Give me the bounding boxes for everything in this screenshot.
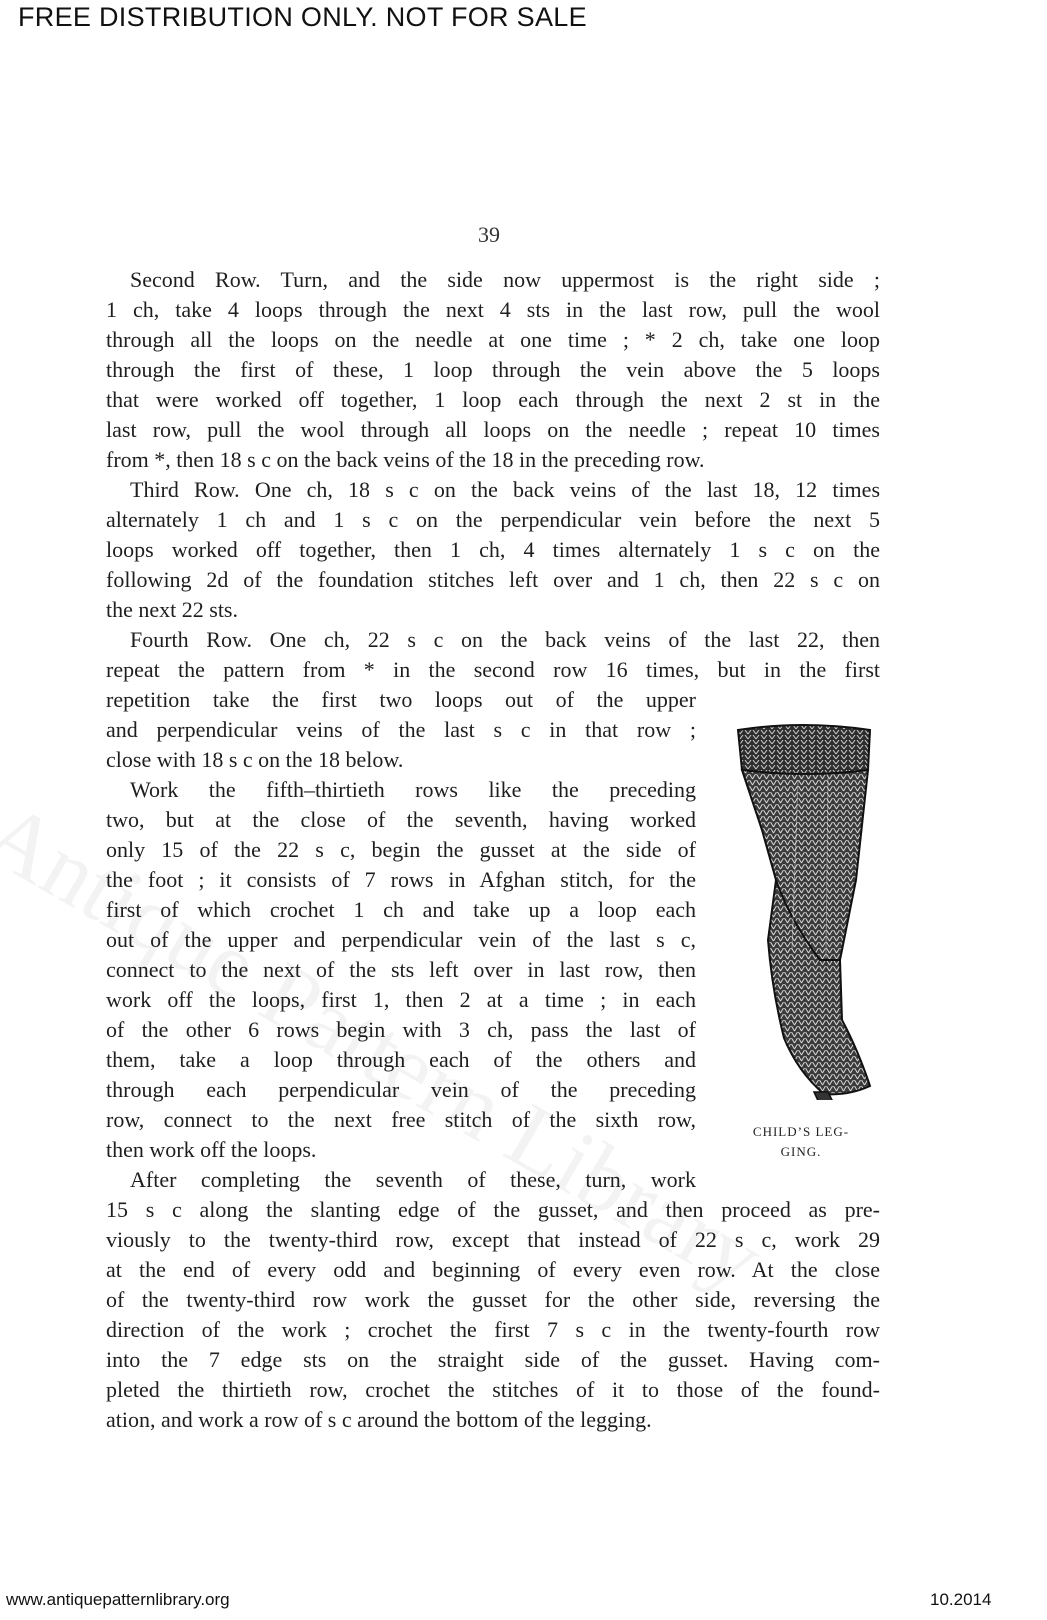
text-line: Second Row. Turn, and the side now uppermost is the right side ; [130,267,880,292]
text-line: at the end of every odd and beginning of every even row. At the close [106,1257,880,1282]
text-line: connect to the next of the sts left over in last row, then [106,957,696,982]
text-line: loops worked off together, then 1 ch, 4 times alternately 1 s c on the [106,537,880,562]
text-line: that were worked off together, 1 loop each through the next 2 st in the [106,387,880,412]
text-line: from *, then 18 s c on the back veins of the 18 in the preceding row. [106,447,705,472]
text-line: repeat the pattern from * in the second row 16 times, but in the first [106,657,880,682]
footer-url: www.antiquepatternlibrary.org [6,1590,230,1609]
text-line: then work off the loops. [106,1137,317,1162]
text-line: close with 18 s c on the 18 below. [106,747,404,772]
page-number: 39 [478,222,500,247]
text-line: them, take a loop through each of the others and [106,1047,696,1072]
text-line: Third Row. One ch, 18 s c on the back veins of the last 18, 12 times [130,477,880,502]
text-line: 15 s c along the slanting edge of the gusset, and then proceed as pre- [106,1197,880,1222]
text-line: After completing the seventh of these, turn, work [130,1167,696,1192]
text-line: of the other 6 rows begin with 3 ch, pass the last of [106,1017,696,1042]
distribution-notice: FREE DISTRIBUTION ONLY. NOT FOR SALE [18,2,587,32]
text-line: out of the upper and perpendicular vein of the last s c, [106,927,696,952]
text-line: through each perpendicular vein of the preceding [106,1077,696,1102]
text-line: pleted the thirtieth row, crochet the stitches of it to those of the found- [106,1377,880,1402]
text-line: work off the loops, first 1, then 2 at a time ; in each [106,987,696,1012]
text-line: only 15 of the 22 s c, begin the gusset at the side of [106,837,696,862]
text-line: first of which crochet 1 ch and take up a loop each [106,897,696,922]
text-line: through all the loops on the needle at one time ; * 2 ch, take one loop [106,327,880,352]
text-line: ation, and work a row of s c around the bottom of the legging. [106,1407,652,1432]
text-line: alternately 1 ch and 1 s c on the perpendicular vein before the next 5 [106,507,880,532]
text-line: through the first of these, 1 loop through the vein above the 5 loops [106,357,880,382]
figure-caption-line: CHILD’S LEG- [752,1124,850,1139]
text-line: of the twenty-third row work the gusset for the other side, reversing the [106,1287,880,1312]
text-line: direction of the work ; crochet the first 7 s c in the twenty-fourth row [106,1317,880,1342]
text-line: the next 22 sts. [106,597,238,622]
text-line: and perpendicular veins of the last s c in that row ; [106,717,696,742]
text-line: 1 ch, take 4 loops through the next 4 sts in the last row, pull the wool [106,297,880,322]
text-line: repetition take the first two loops out of the upper [106,687,696,712]
text-line: into the 7 edge sts on the straight side of the gusset. Having com- [106,1347,880,1372]
text-line: last row, pull the wool through all loops on the needle ; repeat 10 times [106,417,880,442]
text-line: row, connect to the next free stitch of the sixth row, [106,1107,696,1132]
text-line: the foot ; it consists of 7 rows in Afghan stitch, for the [106,867,696,892]
footer-date: 10.2014 [930,1590,992,1609]
text-line: following 2d of the foundation stitches left over and 1 ch, then 22 s c on [106,567,880,592]
legging-illustration [728,720,878,1100]
text-line: viously to the twenty-third row, except that instead of 22 s c, work 29 [106,1227,880,1252]
text-line: Fourth Row. One ch, 22 s c on the back veins of the last 22, then [130,627,880,652]
text-line: two, but at the close of the seventh, having worked [106,807,696,832]
text-line: Work the fifth–thirtieth rows like the preceding [130,777,696,802]
figure-caption-line: GING. [780,1144,822,1159]
